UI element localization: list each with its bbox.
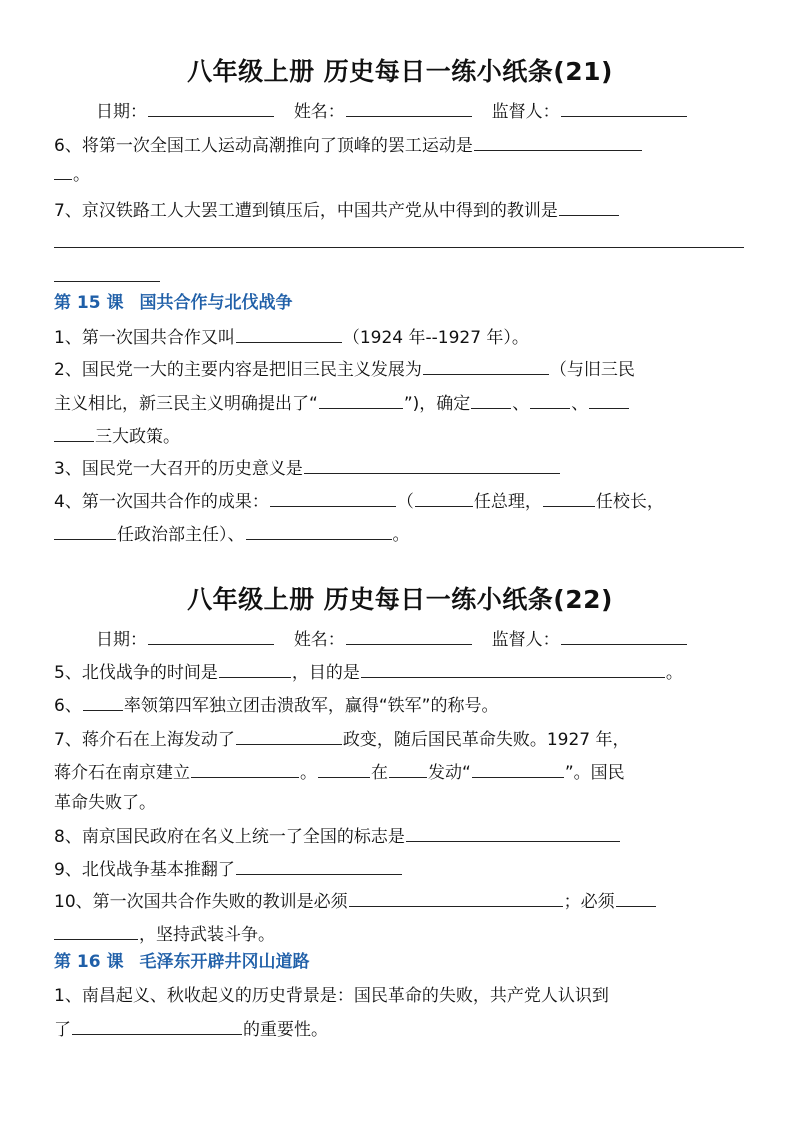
q10-text: 10、第一次国共合作失败的教训是必须 <box>54 892 348 912</box>
q6-blank-cont[interactable] <box>54 162 72 180</box>
q7-blank-4[interactable] <box>389 760 427 778</box>
q7-answer-line-1[interactable] <box>54 247 744 248</box>
name-label: 姓名： <box>293 630 345 650</box>
sheet-21-title: 八年级上册 历史每日一练小纸条(21) <box>187 57 613 86</box>
q7-blank[interactable] <box>559 198 619 216</box>
sheet-22-q6 <box>54 693 498 717</box>
q2-text-c: 主义相比，新三民主义明确提出了“ <box>54 394 318 414</box>
q5-text-b: ，目的是 <box>291 663 360 683</box>
q4-blank-2[interactable] <box>415 489 473 507</box>
date-label: 日期： <box>96 102 147 122</box>
l16-q1-text: 1、南昌起义、秋收起义的历史背景是：国民革命的失败，共产党人认识到 <box>54 986 609 1006</box>
q1-blank[interactable] <box>236 325 342 343</box>
q5-blank-1[interactable] <box>219 660 291 678</box>
lesson-15-q2-line2 <box>54 391 630 415</box>
q4-blank-1[interactable] <box>270 489 396 507</box>
q8-text: 8、南京国民政府在名义上统一了全国的标志是 <box>54 827 405 847</box>
q7-text-d: 。 <box>300 763 317 783</box>
q7-text: 7、蒋介石在上海发动了 <box>54 730 235 750</box>
q7-blank-5[interactable] <box>472 760 564 778</box>
q10-blank-2[interactable] <box>616 889 656 907</box>
q7-text-h: 革命失败了。 <box>54 793 156 813</box>
l16-q1-text-c: 的重要性。 <box>243 1020 328 1040</box>
q2-text: 2、国民党一大的主要内容是把旧三民主义发展为 <box>54 360 422 380</box>
q5-text: 5、北伐战争的时间是 <box>54 663 218 683</box>
sheet-22-q10 <box>54 889 657 913</box>
sheet-22-q10-line2 <box>54 922 275 946</box>
q7-answer-line-2[interactable] <box>54 281 160 282</box>
supervisor-field[interactable] <box>561 627 687 645</box>
q7-text-b: 政变，随后国民革命失败。1927 年， <box>342 730 630 750</box>
q6-blank[interactable] <box>474 133 642 151</box>
q4-text: 4、第一次国共合作的成果： <box>54 492 269 512</box>
q4-text-d: 任校长， <box>595 492 664 512</box>
date-field[interactable] <box>148 627 274 645</box>
lesson-16-name: 毛泽东开辟井冈山道路 <box>139 952 310 972</box>
q4-text-e: 任政治部主任）、 <box>117 525 245 545</box>
q6-text: 6、将第一次全国工人运动高潮推向了顶峰的罢工运动是 <box>54 136 473 156</box>
q2-sep-2: 、 <box>571 394 589 414</box>
name-label: 姓名： <box>293 102 345 122</box>
q2-blank-1[interactable] <box>423 357 549 375</box>
sheet-22-title: 八年级上册 历史每日一练小纸条(22) <box>187 585 613 614</box>
name-field[interactable] <box>346 627 472 645</box>
lesson-15-q1 <box>54 325 529 349</box>
q2-policy-3-cont[interactable] <box>54 424 94 442</box>
q2-policy-3[interactable] <box>589 391 629 409</box>
sheet-21-q6-cont <box>54 162 90 186</box>
sheet-21-q7 <box>54 198 620 222</box>
q7-text-f: 发动“ <box>428 763 471 783</box>
q5-blank-2[interactable] <box>361 660 665 678</box>
lesson-15-q3 <box>54 456 561 480</box>
q6-num: 6、 <box>54 696 82 716</box>
q4-text-c: 任总理， <box>473 492 542 512</box>
sheet-22-q7-line3 <box>54 792 156 814</box>
sheet-22-q5 <box>54 660 683 684</box>
q6-blank[interactable] <box>83 693 123 711</box>
lesson-15-q4 <box>54 489 664 513</box>
q3-blank[interactable] <box>304 456 560 474</box>
supervisor-label: 监督人： <box>491 630 560 650</box>
q7-text-e: 在 <box>371 763 388 783</box>
q2-policy-2[interactable] <box>530 391 570 409</box>
sheet-21-header <box>96 99 688 123</box>
q7-text-c: 蒋介石在南京建立 <box>54 763 190 783</box>
q7-blank-3[interactable] <box>318 760 370 778</box>
q7-blank-2[interactable] <box>191 760 299 778</box>
lesson-16-q1 <box>54 985 609 1007</box>
q2-text-b: （与旧三民 <box>549 360 635 380</box>
q7-blank-1[interactable] <box>236 727 342 745</box>
q2-text-g: 三大政策。 <box>95 427 180 447</box>
q2-sep-1: 、 <box>512 394 530 414</box>
sheet-22-header <box>96 627 688 651</box>
q10-blank-2-cont[interactable] <box>54 922 138 940</box>
q7-text: 7、京汉铁路工人大罢工遭到镇压后，中国共产党从中得到的教训是 <box>54 201 558 221</box>
q8-blank[interactable] <box>406 824 620 842</box>
lesson-15-name: 国共合作与北伐战争 <box>139 293 293 313</box>
q5-text-c: 。 <box>665 663 683 683</box>
q10-text-c: ，坚持武装斗争。 <box>139 925 275 945</box>
q6-tail: 。 <box>73 165 90 185</box>
q2-policy-1[interactable] <box>471 391 511 409</box>
q4-text-f: 。 <box>392 525 410 545</box>
sheet-22-q7 <box>54 727 630 751</box>
q3-text: 3、国民党一大召开的历史意义是 <box>54 459 303 479</box>
q4-blank-5[interactable] <box>246 522 392 540</box>
lesson-15-q4-line2 <box>54 522 410 546</box>
lesson-15-q2-line3 <box>54 424 180 448</box>
lesson-15-q2 <box>54 357 635 381</box>
q2-blank-2[interactable] <box>319 391 403 409</box>
q9-text: 9、北伐战争基本推翻了 <box>54 860 235 880</box>
lesson-16-q1-line2 <box>54 1017 328 1041</box>
q6-text: 率领第四军独立团击溃敌军，赢得“铁军”的称号。 <box>123 696 499 716</box>
l16-q1-text-b: 了 <box>54 1020 71 1040</box>
q1-text: 1、第一次国共合作又叫 <box>54 328 235 348</box>
q4-blank-4[interactable] <box>54 522 116 540</box>
q10-blank-1[interactable] <box>349 889 563 907</box>
supervisor-label: 监督人： <box>491 102 560 122</box>
sheet-22-q8 <box>54 824 621 848</box>
lesson-16-number: 第 16 课 <box>54 952 124 972</box>
date-label: 日期： <box>96 630 147 650</box>
date-field[interactable] <box>148 99 274 117</box>
q2-text-d: ”)，确定 <box>403 394 471 414</box>
q4-paren: （ <box>396 492 414 512</box>
q1-tail: （1924 年--1927 年）。 <box>342 328 529 348</box>
sheet-22-q7-line2 <box>54 760 625 784</box>
supervisor-field[interactable] <box>561 99 687 117</box>
q7-text-g: ”。国民 <box>564 763 625 783</box>
l16-q1-blank[interactable] <box>72 1017 242 1035</box>
q9-blank[interactable] <box>236 857 402 875</box>
name-field[interactable] <box>346 99 472 117</box>
q4-blank-3[interactable] <box>543 489 595 507</box>
lesson-16-heading <box>54 951 310 973</box>
lesson-15-number: 第 15 课 <box>54 293 124 313</box>
lesson-15-heading <box>54 292 293 314</box>
sheet-22-q9 <box>54 857 403 881</box>
sheet-21-q6 <box>54 133 643 157</box>
q10-text-b: ；必须 <box>563 892 615 912</box>
